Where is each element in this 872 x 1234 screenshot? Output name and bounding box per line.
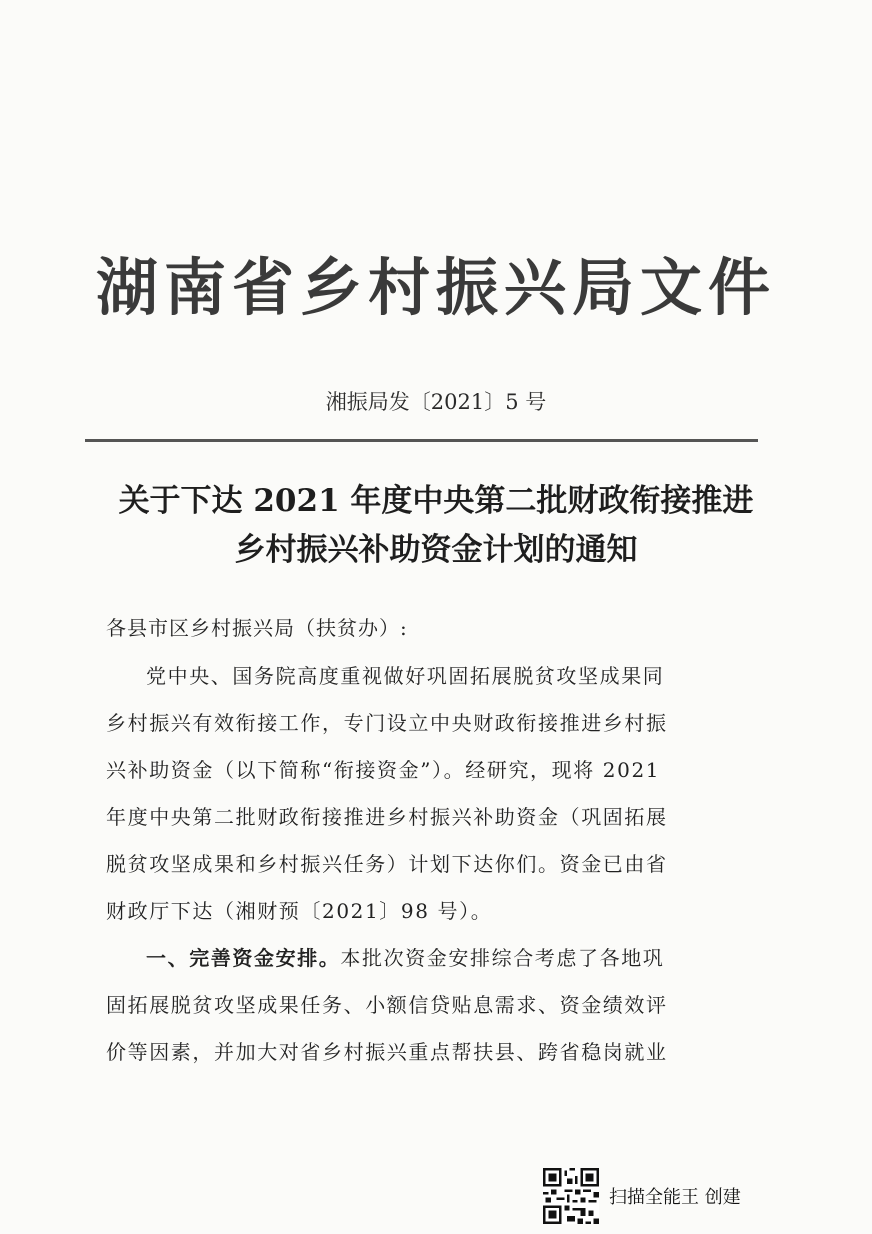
body-line: 党中央、国务院高度重视做好巩固拓展脱贫攻坚成果同 [146,664,665,688]
body-line: 乡村振兴有效衔接工作，专门设立中央财政衔接推进乡村振 [106,711,668,735]
body-line: 财政厅下达（湘财预〔2021〕98 号）。 [106,899,493,923]
scanner-watermark [543,1165,783,1225]
section-1-heading: 一、完善资金安排。 [146,946,341,970]
section-1-text: 本批次资金安排综合考虑了各地巩 [340,946,665,970]
addressee: 各县市区乡村振兴局（扶贫办）: [106,616,408,640]
body-line: 脱贫攻坚成果和乡村振兴任务）计划下达你们。资金已由省 [106,852,668,876]
body-line: 兴补助资金（以下简称“衔接资金”）。经研究，现将 2021 [106,758,661,782]
notice-title-line-1: 关于下达 2021 年度中央第二批财政衔接推进 [118,483,754,519]
section-1-first-line [146,942,746,971]
body-line: 固拓展脱贫攻坚成果任务、小额信贷贴息需求、资金绩效评 [106,993,668,1017]
qr-code-icon [543,1168,599,1224]
document-number: 湘振局发〔2021〕5 号 [325,390,547,414]
scanner-app-label: 扫描全能王 创建 [609,1187,741,1208]
header-divider [85,439,758,442]
notice-title-line-2: 乡村振兴补助资金计划的通知 [234,532,638,568]
body-line: 价等因素，并加大对省乡村振兴重点帮扶县、跨省稳岗就业 [106,1040,668,1064]
masthead-title: 湖南省乡村振兴局文件 [95,251,776,324]
body-line: 年度中央第二批财政衔接推进乡村振兴补助资金（巩固拓展 [106,805,668,829]
